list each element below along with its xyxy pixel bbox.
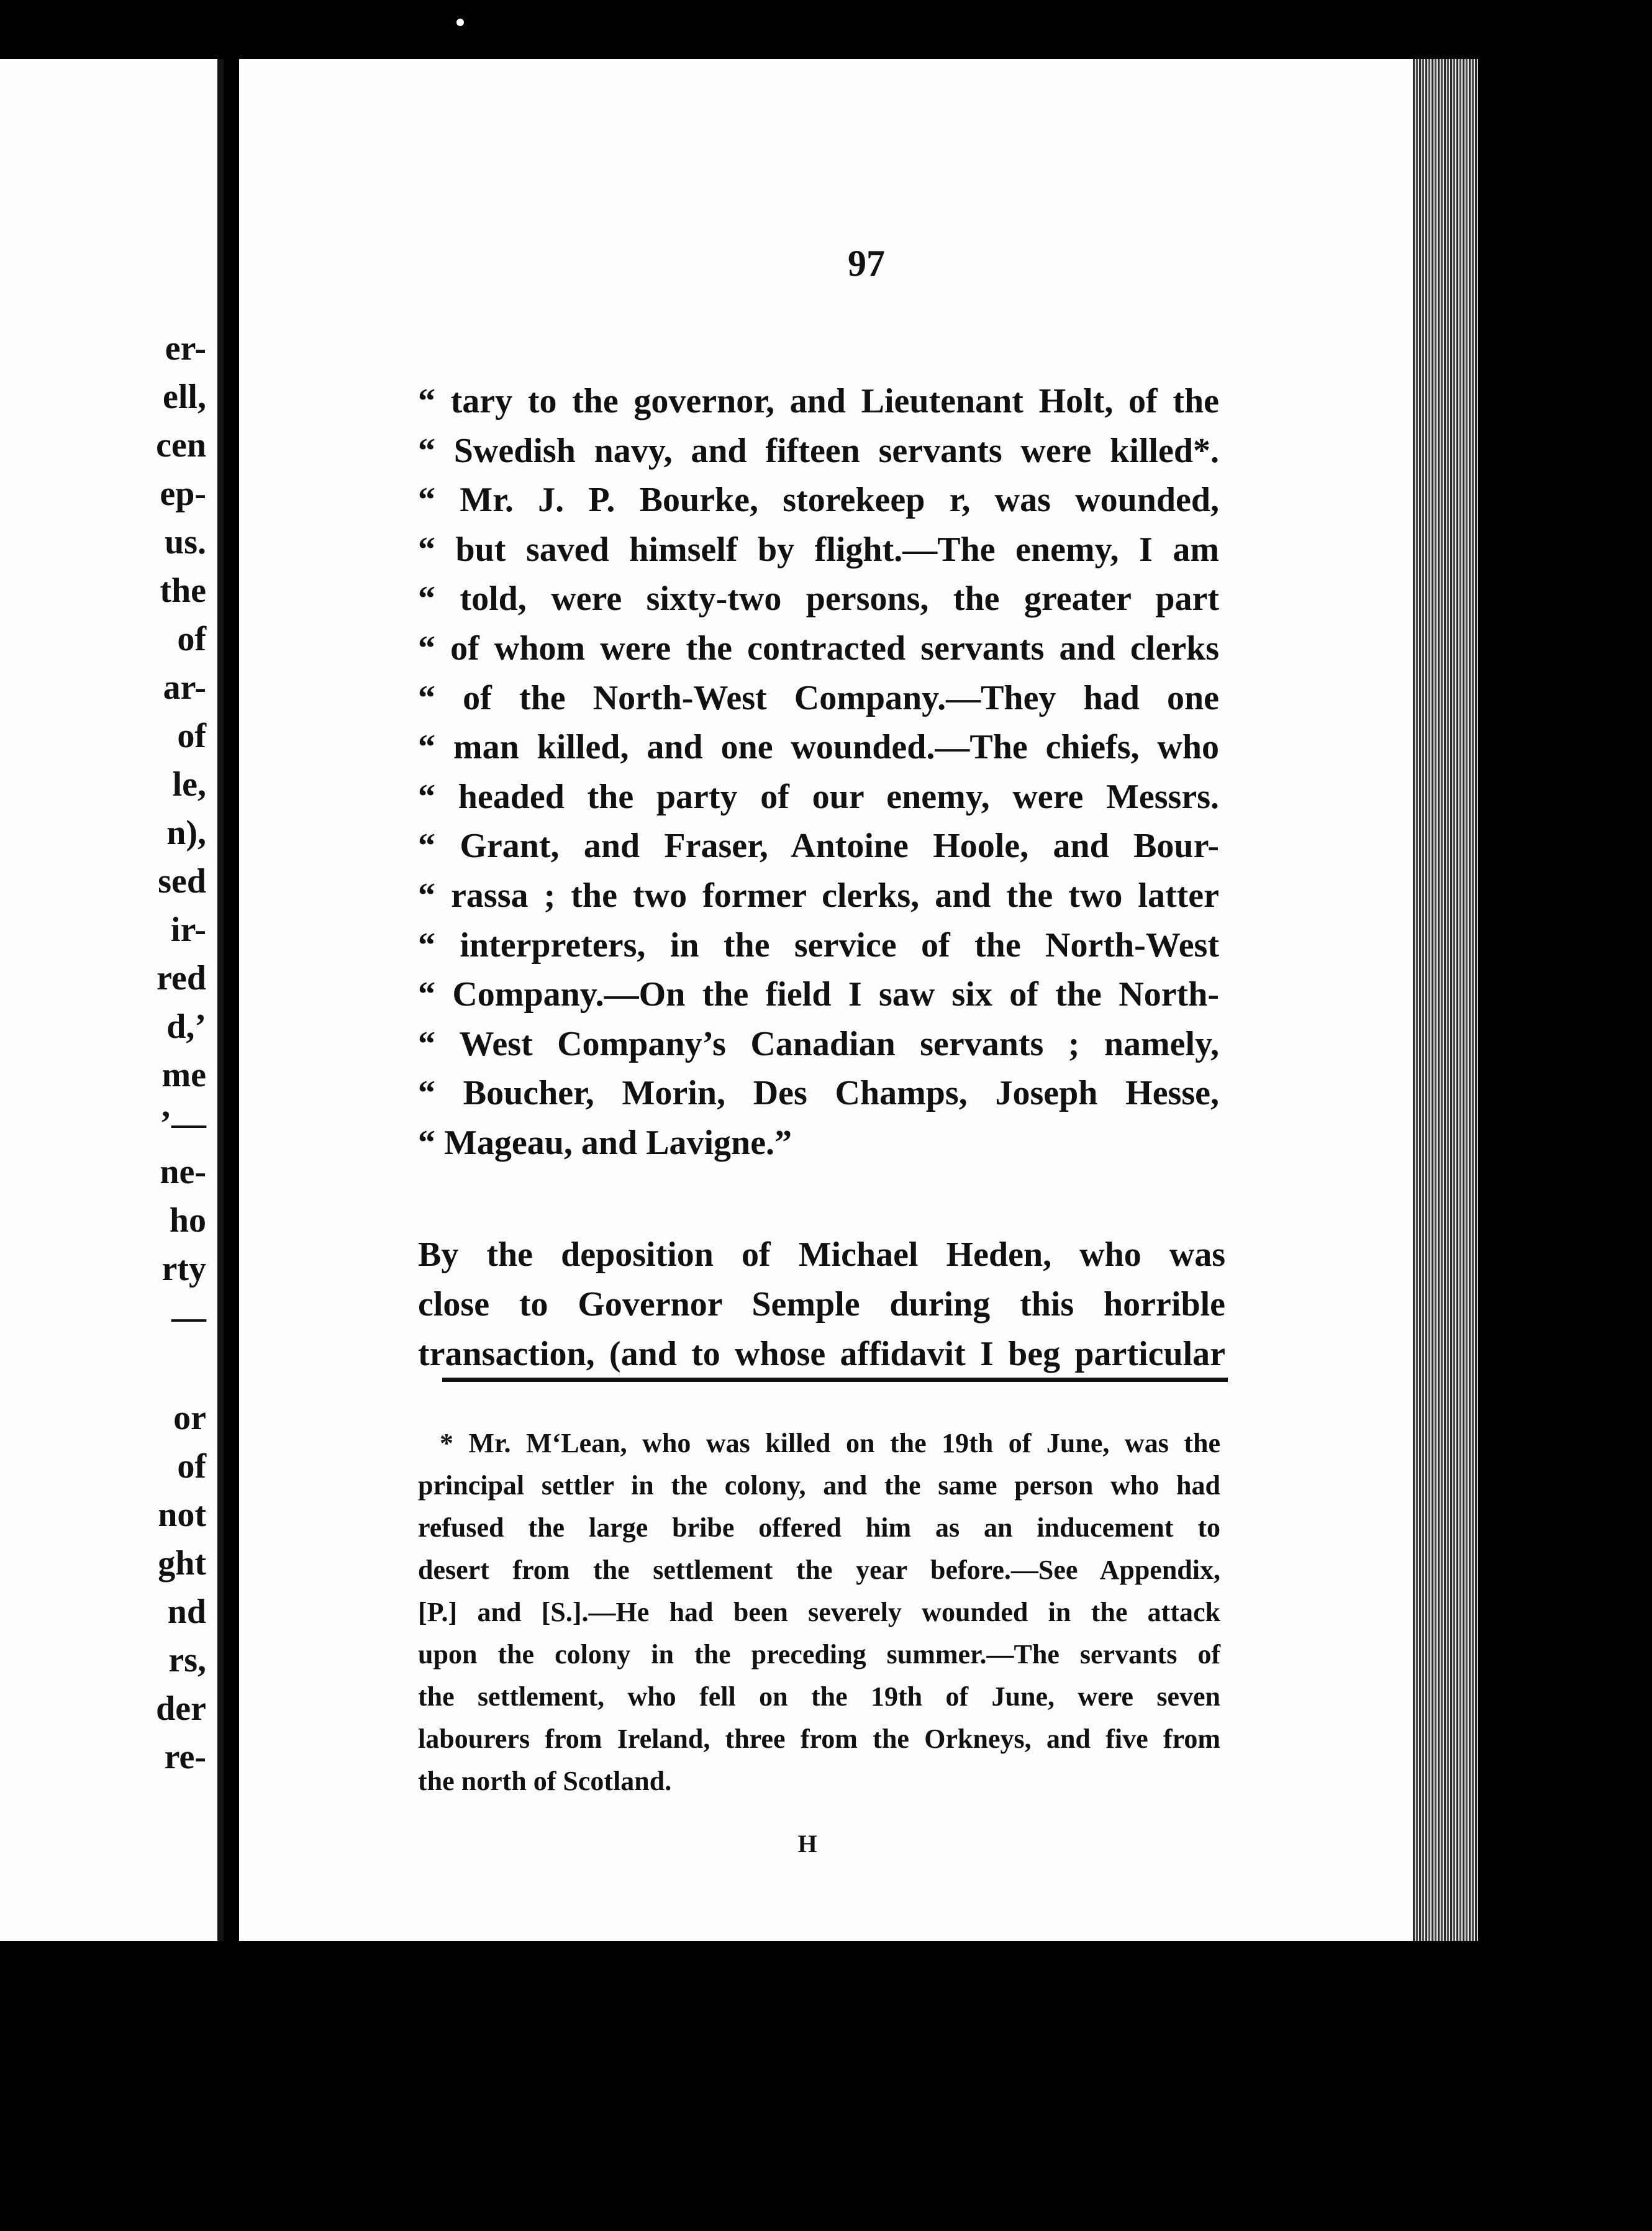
left-page-fragment: rty (161, 1250, 206, 1288)
quote-line: “ Mr. J. P. Bourke, storekeep r, was wounded, (418, 481, 1219, 520)
footnote-line: the north of Scotland. (418, 1766, 672, 1796)
left-page-fragment: ep- (160, 475, 206, 513)
footnote-line: [P.] and [S.].—He had been severely wounded in the attack (418, 1597, 1220, 1627)
quote-line: “ interpreters, in the service of the North-West (418, 925, 1219, 965)
left-page-fragment: ght (158, 1544, 206, 1583)
footnote-line: * Mr. M‘Lean, who was killed on the 19th of June, was the (440, 1428, 1220, 1458)
left-page-fragment: of (177, 1447, 206, 1486)
quote-line: “ Mageau, and Lavigne.” (418, 1123, 792, 1162)
quote-line: “ tary to the governor, and Lieutenant Holt, of the (418, 382, 1219, 420)
signature-mark: H (797, 1830, 817, 1858)
body-paragraph (418, 1230, 1413, 1379)
left-page-fragment: le, (172, 765, 206, 804)
left-page-fragment: er- (165, 329, 206, 368)
left-page-fragment: cen (156, 426, 206, 465)
quote-line: “ Boucher, Morin, Des Champs, Joseph Hesse, (418, 1074, 1219, 1113)
footnote (418, 1422, 1474, 1802)
left-page-fragment: ho (169, 1201, 206, 1240)
footnote-line: principal settler in the colony, and the same person who had (418, 1470, 1220, 1501)
left-page-fragment: or (173, 1399, 206, 1437)
left-page-fragment: me (161, 1056, 206, 1094)
quote-line: “ Company.—On the field I saw six of the North- (418, 975, 1219, 1014)
quote-line: “ Grant, and Fraser, Antoine Hoole, and Bour- (418, 827, 1219, 866)
left-page-fragment: der (156, 1689, 206, 1728)
quote-line: “ Swedish navy, and fifteen servants were killed*. (418, 431, 1219, 470)
book-page-edge (1413, 59, 1478, 1941)
quote-line: “ of whom were the contracted servants and clerks (418, 629, 1219, 668)
left-page-fragment: ir- (171, 911, 206, 949)
left-page-fragment: not (158, 1496, 206, 1534)
quote-line: “ rassa ; the two former clerks, and the two latter (418, 876, 1219, 915)
paragraph-line: transaction, (and to whose affidavit I beg particular (418, 1335, 1225, 1373)
quote-line: “ but saved himself by flight.—The enemy, I am (418, 530, 1219, 569)
footnote-rule (442, 1378, 1228, 1382)
quotation-block (418, 377, 1413, 1168)
left-page-fragment: us. (165, 523, 206, 561)
quote-line: “ told, were sixty-two persons, the greater part (418, 579, 1219, 619)
footnote-line: labourers from Ireland, three from the Orkneys, and five from (418, 1724, 1220, 1754)
left-page (0, 59, 224, 1941)
left-page-fragment: ne- (160, 1153, 206, 1191)
footnote-line: upon the colony in the preceding summer.—The servants of (418, 1639, 1220, 1670)
left-page-fragment: red (157, 959, 206, 997)
left-page-fragment: of (177, 620, 206, 658)
footnote-line: refused the large bribe offered him as an inducement to (418, 1512, 1220, 1543)
quote-line: “ man killed, and one wounded.—The chiefs, who (418, 728, 1219, 767)
left-page-fragment: ’— (160, 1104, 206, 1143)
left-page-fragment: ar- (163, 668, 206, 707)
paragraph-line: By the deposition of Michael Heden, who was (418, 1235, 1225, 1274)
left-page-fragment: rs, (168, 1641, 206, 1679)
footnote-line: desert from the settlement the year before.—See Appendix, (418, 1555, 1220, 1585)
page-number: 97 (848, 243, 885, 284)
left-page-fragment: ell, (163, 378, 206, 416)
quote-line: “ headed the party of our enemy, were Messrs. (418, 777, 1219, 816)
left-page-fragment: the (160, 571, 206, 610)
scan-speck (456, 19, 464, 26)
left-page-fragment: re- (164, 1738, 206, 1776)
quote-line: “ of the North-West Company.—They had one (418, 678, 1219, 717)
left-page-fragment: d,’ (166, 1007, 206, 1046)
left-page-fragment: — (171, 1298, 206, 1337)
left-page-fragment: n), (166, 814, 206, 852)
left-page-fragment: sed (158, 862, 206, 901)
quote-line: “ West Company’s Canadian servants ; namely, (418, 1024, 1219, 1063)
left-page-fragment: nd (167, 1593, 206, 1631)
left-page-fragment: of (177, 717, 206, 755)
footnote-line: the settlement, who fell on the 19th of June, were seven (418, 1681, 1220, 1712)
paragraph-line: close to Governor Semple during this horrible (418, 1285, 1225, 1324)
